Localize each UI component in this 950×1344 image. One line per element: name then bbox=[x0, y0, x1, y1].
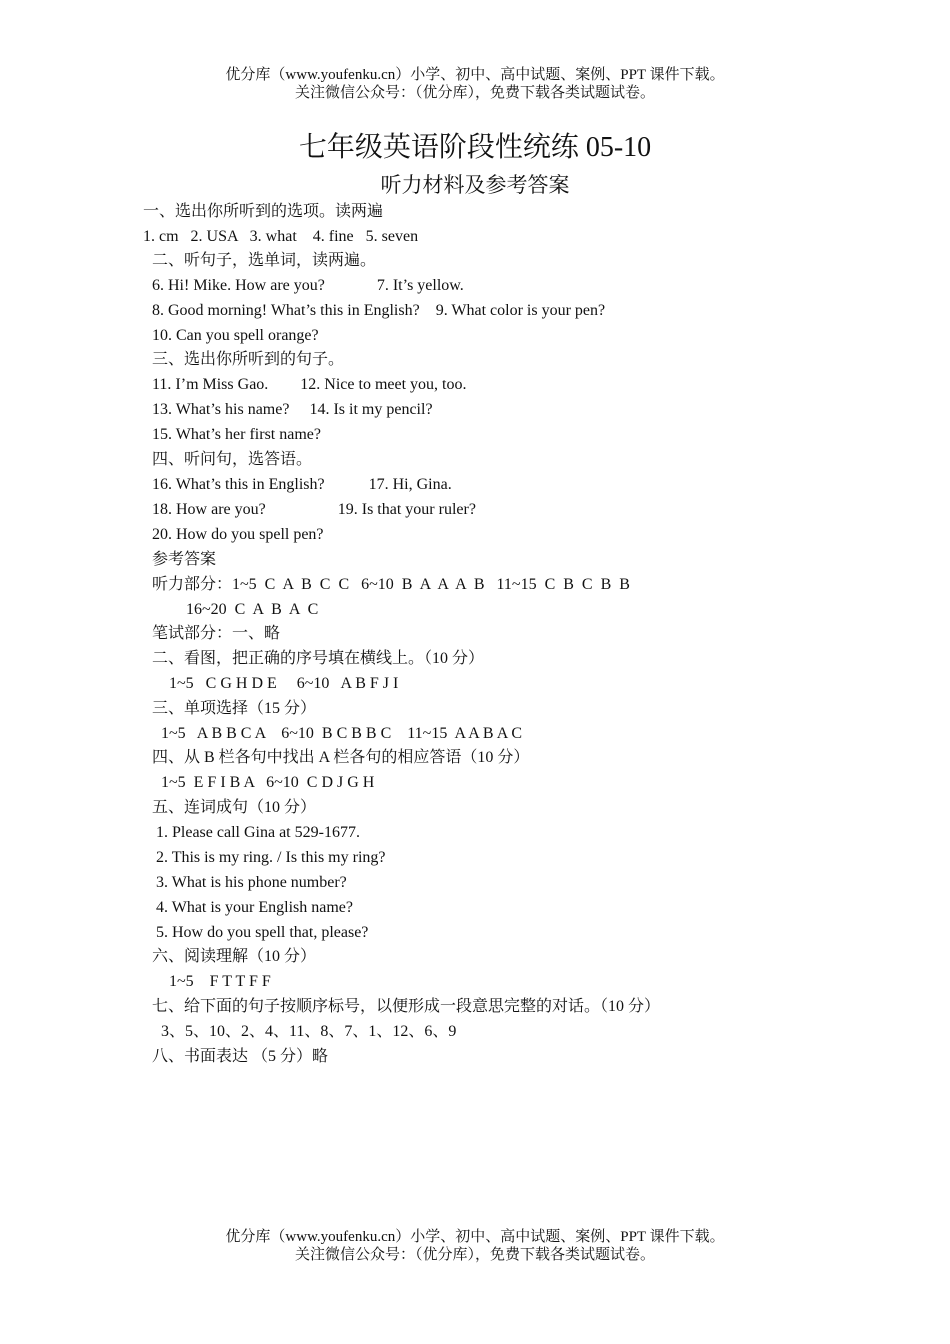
text-line: 1~5 E F I B A 6~10 C D J G H bbox=[161, 774, 375, 791]
section-2-heading: 二、听句子，选单词，读两遍。 bbox=[152, 252, 377, 269]
text-line: 3、5、10、2、4、11、8、7、1、12、6、9 bbox=[161, 1023, 457, 1040]
section-3-heading: 三、选出你所听到的句子。 bbox=[152, 351, 345, 368]
text-line: 1. cm 2. USA 3. what 4. fine 5. seven bbox=[143, 228, 419, 245]
page-footer bbox=[0, 1228, 950, 1264]
text-line: 1~5 A B B C A 6~10 B C B B C 11~15 A A B A C bbox=[161, 725, 523, 742]
text-line: 11. I’m Miss Gao. 12. Nice to meet you, too. bbox=[152, 376, 467, 393]
section-heading: 五、连词成句（10 分） bbox=[152, 799, 317, 816]
section-heading: 六、阅读理解（10 分） bbox=[152, 948, 317, 965]
document-title: 七年级英语阶段性统练 05-10 bbox=[298, 132, 652, 163]
section-heading: 二、看图，把正确的序号填在横线上。（10 分） bbox=[152, 650, 485, 667]
page-header bbox=[0, 66, 950, 102]
section-4-heading: 四、听问句，选答语。 bbox=[152, 451, 313, 468]
footer-line-2: 关注微信公众号：（优分库），免费下载各类试题试卷。 bbox=[294, 1247, 655, 1263]
section-1-heading: 一、选出你所听到的选项。读两遍 bbox=[143, 203, 384, 220]
text-line: 8. Good morning! What’s this in English? 9. What color is your pen? bbox=[152, 302, 606, 319]
document-subtitle: 听力材料及参考答案 bbox=[380, 173, 570, 197]
text-line: 4. What is your English name? bbox=[156, 899, 353, 916]
text-line: 16. What’s this in English? 17. Hi, Gina. bbox=[152, 476, 452, 493]
text-line: 6. Hi! Mike. How are you? 7. It’s yellow. bbox=[152, 277, 464, 294]
text-line: 16~20 C A B A C bbox=[186, 601, 319, 618]
text-line: 听力部分：1~5 C A B C C 6~10 B A A A B 11~15 C B C B B bbox=[152, 576, 630, 593]
section-heading: 三、单项选择（15 分） bbox=[152, 700, 317, 717]
text-line: 10. Can you spell orange? bbox=[152, 327, 319, 344]
section-heading: 四、从 B 栏各句中找出 A 栏各句的相应答语（10 分） bbox=[152, 749, 530, 766]
text-line: 20. How do you spell pen? bbox=[152, 526, 324, 543]
header-line-1: 优分库（www.youfenku.cn）小学、初中、高中试题、案例、PPT 课件下载。 bbox=[225, 67, 725, 83]
footer-line-1: 优分库（www.youfenku.cn）小学、初中、高中试题、案例、PPT 课件下载。 bbox=[225, 1229, 725, 1245]
text-line: 5. How do you spell that, please? bbox=[156, 924, 369, 941]
text-line: 1. Please call Gina at 529-1677. bbox=[156, 824, 360, 841]
answer-key-heading: 参考答案 bbox=[152, 551, 217, 568]
section-heading: 八、书面表达 （5 分）略 bbox=[152, 1048, 329, 1065]
text-line: 3. What is his phone number? bbox=[156, 874, 347, 891]
text-line: 2. This is my ring. / Is this my ring? bbox=[156, 849, 386, 866]
text-line: 1~5 C G H D E 6~10 A B F J I bbox=[169, 675, 399, 692]
text-line: 15. What’s her first name? bbox=[152, 426, 321, 443]
text-line: 笔试部分：一、略 bbox=[152, 625, 281, 642]
text-line: 18. How are you? 19. Is that your ruler? bbox=[152, 501, 476, 518]
text-line: 13. What’s his name? 14. Is it my pencil? bbox=[152, 401, 433, 418]
header-line-2: 关注微信公众号：（优分库），免费下载各类试题试卷。 bbox=[294, 85, 655, 101]
section-heading: 七、给下面的句子按顺序标号，以便形成一段意思完整的对话。（10 分） bbox=[152, 998, 661, 1015]
text-line: 1~5 F T T F F bbox=[169, 973, 271, 990]
